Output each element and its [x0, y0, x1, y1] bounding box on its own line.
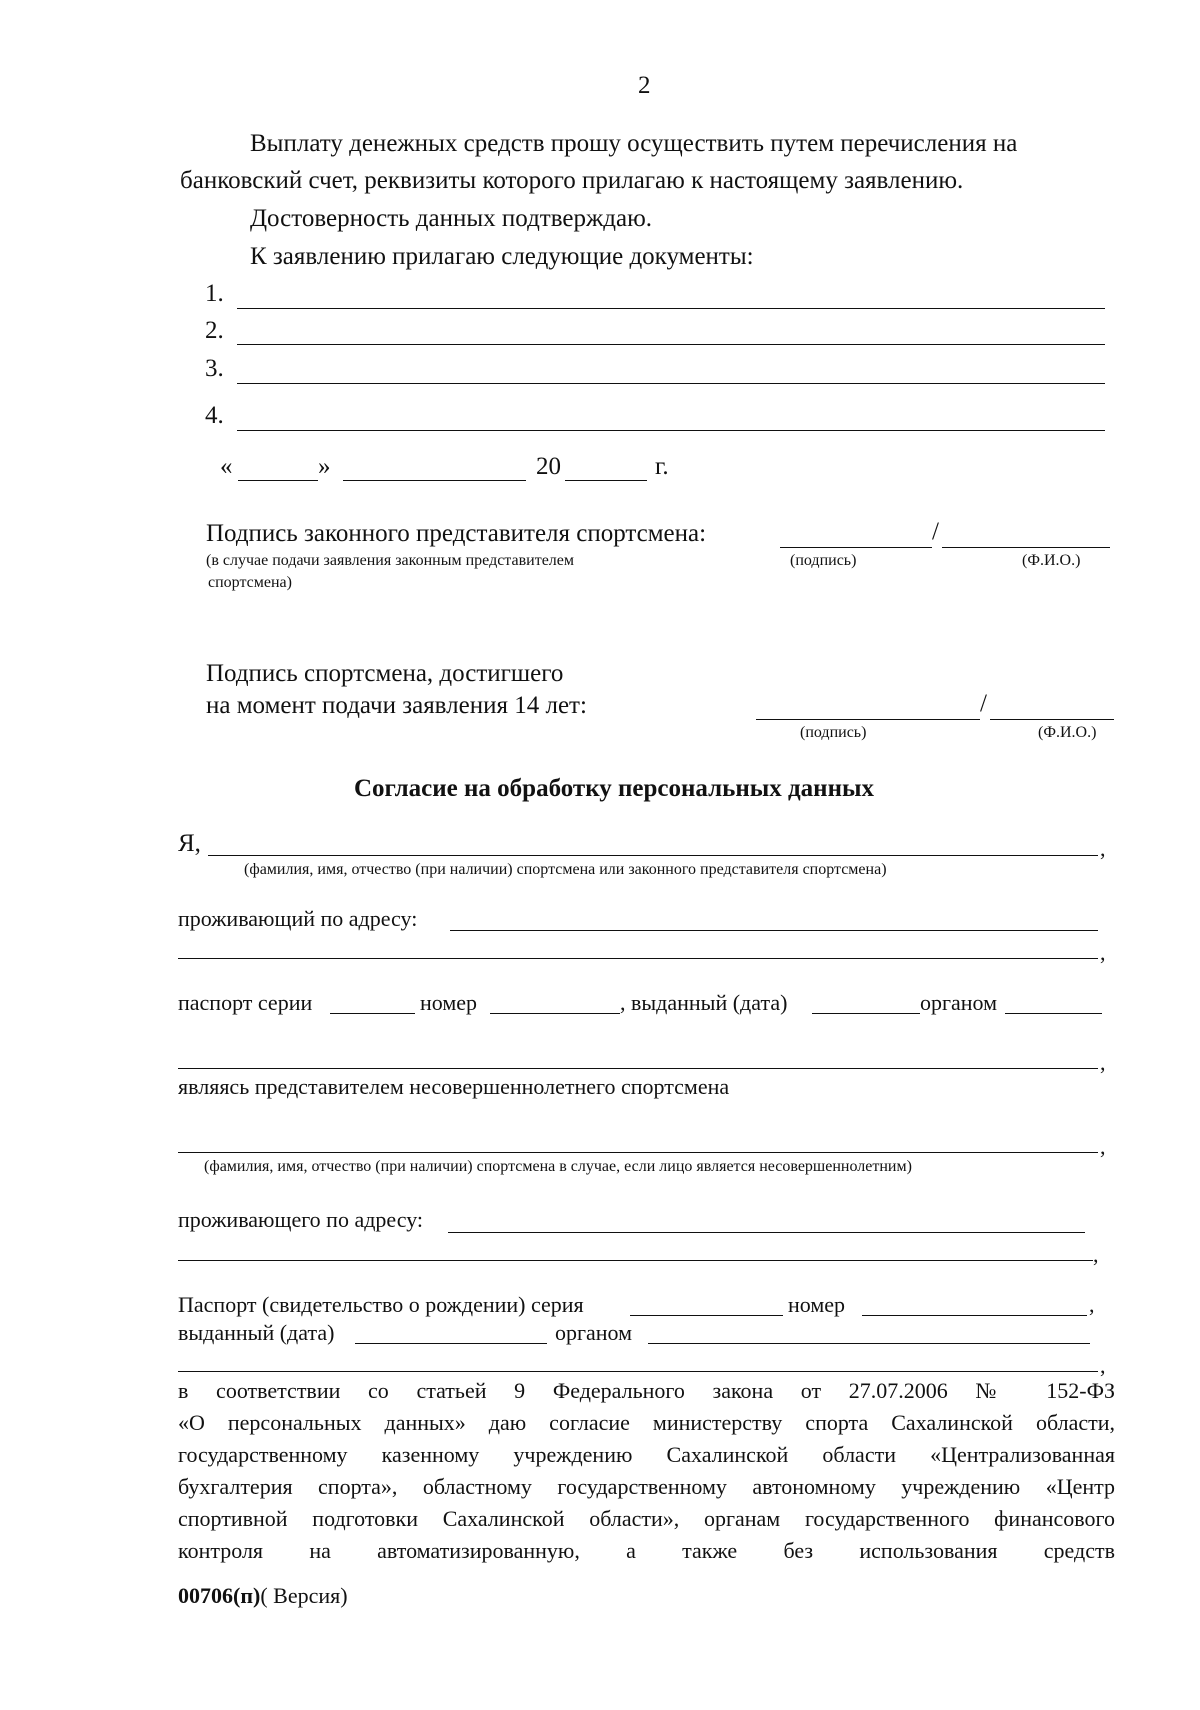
attachment-2-label: 2. [205, 317, 224, 344]
consent-body-line-5: спортивной подготовки Сахалинской области», органам государственного финансового [178, 1506, 1115, 1531]
rep-signature-label: Подпись законного представителя спортсмена: [206, 520, 707, 547]
footer-code: 00706(п) [178, 1583, 261, 1608]
rep-signature-field[interactable] [780, 547, 932, 548]
consent-address-field-2[interactable] [178, 958, 1098, 959]
athlete-signature-field[interactable] [756, 719, 980, 720]
consent-body-line-2: «О персональных данных» даю согласие министерству спорта Сахалинской области, [178, 1410, 1115, 1435]
passport-issued-field[interactable] [812, 1013, 920, 1014]
doc-authority-label: органом [555, 1320, 633, 1345]
doc-series-field[interactable] [630, 1315, 783, 1316]
rep-sign-caption: (подпись) [790, 552, 857, 569]
rep-signature-separator: / [932, 518, 939, 545]
doc-authority-comma: , [1100, 1353, 1106, 1378]
attachment-3-field[interactable] [237, 383, 1105, 384]
footer-version: ( Версия) [260, 1583, 348, 1608]
minor-name-field[interactable] [178, 1152, 1098, 1153]
passport-series-field[interactable] [330, 1013, 415, 1014]
passport-authority-field[interactable] [1005, 1013, 1102, 1014]
consent-body-line-1: в соответствии со статьей 9 Федерального закона от 27.07.2006 № 152-ФЗ [178, 1378, 1115, 1403]
doc-number-comma: , [1089, 1292, 1095, 1317]
minor-address-field-1[interactable] [448, 1232, 1085, 1233]
representative-label: являясь представителем несовершеннолетнего спортсмена [178, 1074, 730, 1099]
footer [178, 1583, 348, 1609]
consent-name-comma: , [1100, 836, 1106, 861]
doc-authority-field[interactable] [648, 1343, 1090, 1344]
athlete-signature-label-1: Подпись спортсмена, достигшего [206, 660, 564, 687]
consent-i-label: Я, [178, 830, 201, 857]
doc-authority-field-2[interactable] [178, 1371, 1098, 1372]
rep-name-field[interactable] [942, 547, 1110, 548]
athlete-sign-caption: (подпись) [800, 724, 867, 741]
passport-number-field[interactable] [490, 1013, 620, 1014]
attachment-4-label: 4. [205, 402, 224, 429]
attachment-1-label: 1. [205, 280, 224, 307]
passport-authority-field-2[interactable] [178, 1068, 1098, 1069]
passport-authority-label: органом [920, 990, 998, 1015]
doc-number-label: номер [788, 1292, 846, 1317]
minor-address-label: проживающего по адресу: [178, 1207, 424, 1232]
date-year-suffix: г. [655, 453, 669, 480]
doc-number-field[interactable] [862, 1315, 1087, 1316]
passport-series-label: паспорт серии [178, 990, 313, 1015]
consent-name-caption: (фамилия, имя, отчество (при наличии) спортсмена или законного представителя спортсмена) [244, 861, 887, 878]
athlete-signature-separator: / [980, 690, 987, 717]
attachment-2-field[interactable] [237, 344, 1105, 345]
rep-name-caption: (Ф.И.О.) [1022, 552, 1081, 569]
doc-issued-label: выданный (дата) [178, 1320, 335, 1345]
date-close-quote: » [318, 453, 331, 480]
passport-issued-label: , выданный (дата) [620, 990, 788, 1015]
date-month-field[interactable] [343, 480, 526, 481]
consent-body-line-6: контроля на автоматизированную, а также без использования средств [178, 1538, 1115, 1563]
consent-address-comma: , [1100, 940, 1106, 965]
attach-heading: К заявлению прилагаю следующие документы: [250, 243, 754, 270]
rep-note-line-2: спортсмена) [208, 574, 292, 591]
consent-address-label: проживающий по адресу: [178, 906, 418, 931]
consent-name-field[interactable] [208, 855, 1098, 856]
minor-address-comma: , [1093, 1242, 1099, 1267]
minor-address-field-2[interactable] [178, 1260, 1093, 1261]
payment-line-2: банковский счет, реквизиты которого прилагаю к настоящему заявлению. [180, 167, 964, 194]
minor-name-comma: , [1100, 1134, 1106, 1159]
attachment-4-field[interactable] [237, 430, 1105, 431]
passport-comma: , [1100, 1050, 1106, 1075]
page-number: 2 [638, 72, 651, 99]
date-open-quote: « [220, 453, 233, 480]
attachment-1-field[interactable] [237, 308, 1105, 309]
minor-name-caption: (фамилия, имя, отчество (при наличии) спортсмена в случае, если лицо является несовершеннолетним) [204, 1158, 912, 1175]
consent-body-line-3: государственному казенному учреждению Сахалинской области «Централизованная [178, 1442, 1115, 1467]
rep-note-line-1: (в случае подачи заявления законным представителем [206, 552, 575, 569]
payment-line-1: Выплату денежных средств прошу осуществить путем перечисления на [250, 130, 1018, 157]
consent-address-field-1[interactable] [450, 930, 1098, 931]
doc-issued-field[interactable] [355, 1343, 547, 1344]
date-day-field[interactable] [238, 480, 318, 481]
athlete-name-field[interactable] [990, 719, 1114, 720]
confirm-text: Достоверность данных подтверждаю. [250, 205, 652, 232]
athlete-name-caption: (Ф.И.О.) [1038, 724, 1097, 741]
athlete-signature-label-2: на момент подачи заявления 14 лет: [206, 692, 587, 719]
consent-body-line-4: бухгалтерия спорта», областному государственному автономному учреждению «Центр [178, 1474, 1115, 1499]
date-year-prefix: 20 [536, 453, 561, 480]
consent-title: Согласие на обработку персональных данных [354, 775, 875, 802]
doc-series-label: Паспорт (свидетельство о рождении) серия [178, 1292, 584, 1317]
attachment-3-label: 3. [205, 355, 224, 382]
passport-number-label: номер [420, 990, 478, 1015]
date-year-field[interactable] [565, 480, 647, 481]
